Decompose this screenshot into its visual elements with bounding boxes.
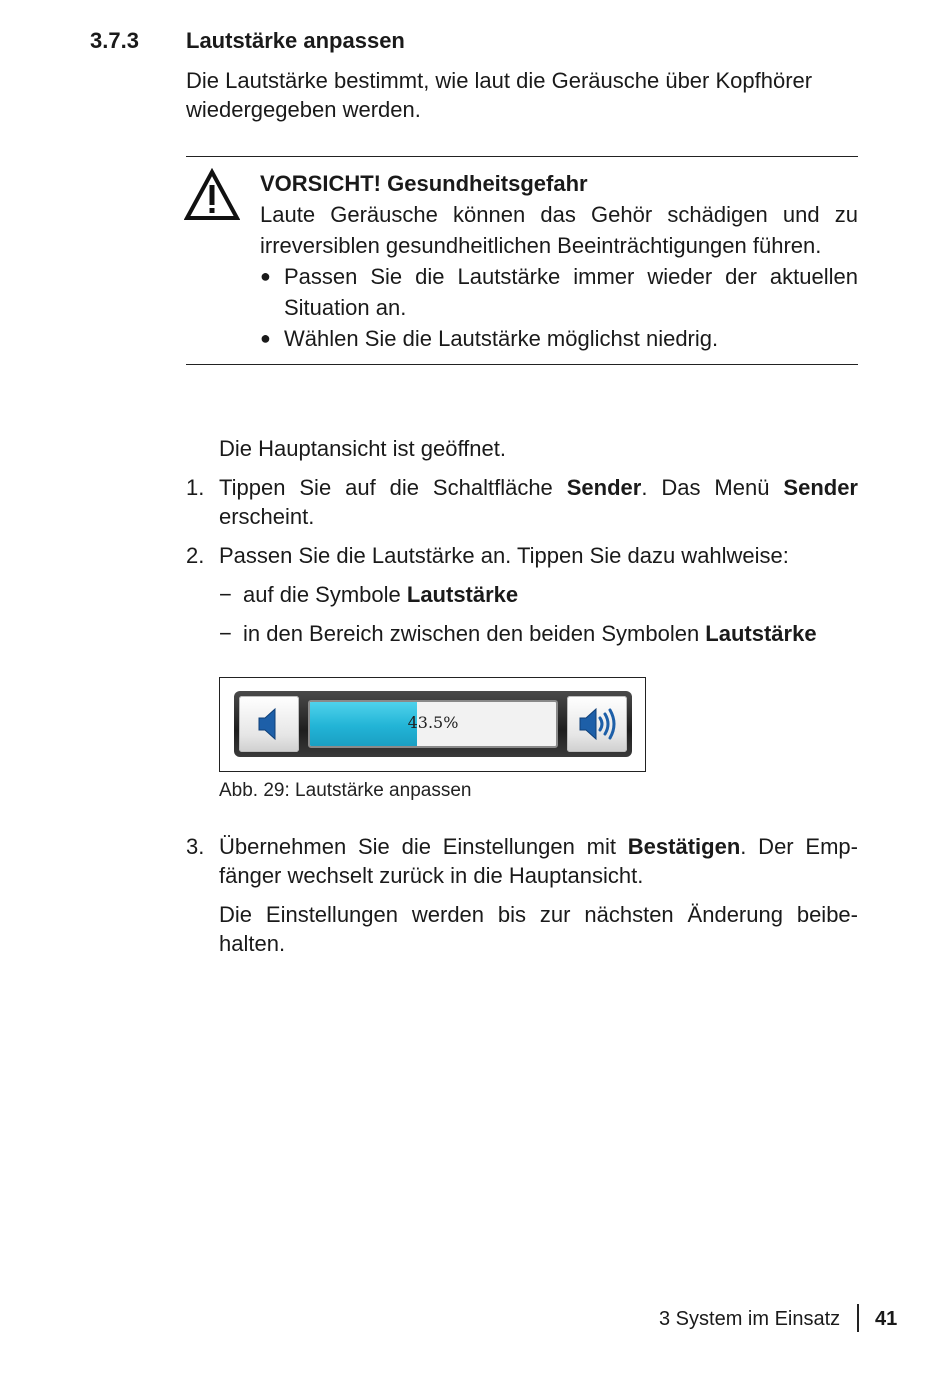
section-title: Lautstärke anpassen — [186, 28, 405, 53]
volume-up-button[interactable] — [567, 696, 627, 752]
precondition-text: Die Hauptansicht ist geöffnet. — [219, 436, 506, 461]
step-list — [186, 473, 858, 658]
warning-block — [260, 168, 858, 354]
option-bold-term: Lautstärke — [406, 582, 519, 607]
step-option — [219, 619, 858, 648]
warning-top-rule — [186, 156, 858, 157]
step-number: 2. — [186, 543, 205, 568]
footer-divider — [857, 1304, 859, 1332]
step-bold-term: Sender — [783, 475, 858, 500]
figure-caption: Abb. 29: Lautstärke anpassen — [219, 780, 472, 801]
volume-track[interactable] — [308, 700, 558, 748]
step-number: 3. — [186, 834, 205, 859]
warning-text-line-2: irreversiblen gesundheitlichen Beeinträchtigungen führen. — [260, 233, 822, 258]
step-1 — [186, 473, 858, 531]
step-text: Tippen Sie auf die Schaltfläche — [219, 475, 567, 500]
step-text: Übernehmen Sie die Einstellungen mit — [219, 834, 628, 859]
warning-text — [260, 199, 858, 261]
warning-text-line-1: Laute Geräusche können das Gehör schädigen und zu — [260, 202, 858, 227]
step-bold-term: Bestätigen — [627, 834, 741, 859]
warning-bullet-list — [260, 261, 858, 354]
step-text: . Der Empfänger wechselt zurück in die Hauptansicht. — [219, 834, 858, 888]
warning-title: VORSICHT! Gesundheitsgefahr — [260, 171, 588, 196]
step-bold-term: Sender — [566, 475, 642, 500]
step-3 — [186, 832, 858, 900]
option-bold-term: Lautstärke — [705, 621, 817, 646]
option-text: auf die Symbole — [243, 582, 407, 607]
step-3-body — [186, 832, 858, 890]
volume-high-icon — [567, 696, 627, 752]
volume-down-button[interactable] — [239, 696, 299, 752]
warning-triangle-icon — [184, 168, 240, 222]
page-number: 41 — [875, 1308, 898, 1330]
volume-low-icon — [239, 696, 299, 752]
dash-marker: − — [219, 621, 232, 646]
option-text: in den Bereich zwischen den beiden Symbolen — [243, 621, 706, 646]
volume-figure — [219, 677, 646, 772]
step-option — [219, 580, 858, 609]
warning-bullet: ● Wählen Sie die Lautstärke möglichst niedrig. — [260, 323, 858, 354]
warning-bullet: ● Passen Sie die Lautstärke immer wieder der aktuellen Situation an. — [260, 261, 858, 323]
step-text: erscheint. — [219, 504, 315, 529]
warning-bottom-rule — [186, 364, 858, 365]
step-text: Passen Sie die Lautstärke an. Tippen Sie dazu wahlweise: — [219, 543, 789, 568]
volume-percent-label: 43.5% — [407, 713, 459, 732]
intro-paragraph: Die Lautstärke bestimmt, wie laut die Geräusche über Kopfhörer wiedergegeben werden. — [186, 68, 813, 122]
volume-slider — [234, 691, 632, 757]
footer-chapter: 3 System im Einsatz — [659, 1308, 841, 1330]
step-2 — [186, 541, 858, 648]
section-number: 3.7.3 — [90, 28, 139, 53]
step-number: 1. — [186, 475, 205, 500]
step-text: . Das Menü — [641, 475, 784, 500]
result-text: Die Einstellungen werden bis zur nächsten Änderung beibehalten. — [219, 902, 858, 956]
dash-marker: − — [219, 582, 232, 607]
